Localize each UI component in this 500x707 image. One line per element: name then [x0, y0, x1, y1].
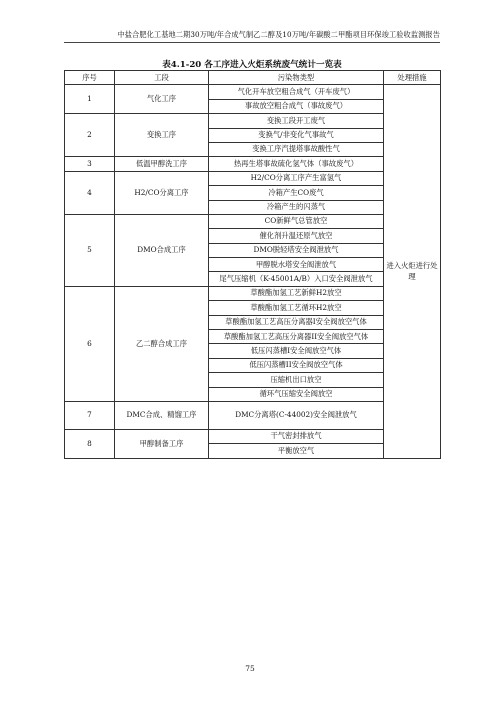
row-source: 变换工段开工废气: [209, 114, 384, 128]
row-source: 冷箱产生的闪蒸气: [209, 200, 384, 214]
row-source: H2/CO分离工序产生富氢气: [209, 171, 384, 185]
row-source: 草酸酯加氢工艺新鲜H2放空: [209, 286, 384, 300]
row-source: 甲醇脱水塔安全阀泄放气: [209, 258, 384, 272]
row-source: 循环气压缩安全阀放空: [209, 387, 384, 401]
row-process: DMC合成、精馏工序: [115, 401, 209, 429]
flare-gas-table: [64, 70, 441, 459]
row-source: 变换气/非变化气事故气: [209, 128, 384, 142]
col-header-process: 工段: [115, 71, 209, 85]
row-no: 4: [65, 171, 115, 214]
row-source: 草酸酯加氢工艺循环H2放空: [209, 301, 384, 315]
row-source: 低压闪蒸槽I安全阀放空气体: [209, 344, 384, 358]
row-no: 7: [65, 401, 115, 429]
row-source: 事故放空粗合成气（事故废气）: [209, 99, 384, 113]
row-source: DMC分离塔(C-44002)安全阀泄放气: [209, 401, 384, 429]
row-source: 草酸酯加氢工艺高压分离器II安全阀放空气体: [209, 330, 384, 344]
row-source: 压缩机出口放空: [209, 373, 384, 387]
row-source: 草酸酯加氢工艺高压分离器I安全阀放空气体: [209, 315, 384, 329]
row-source: 干气密封排放气: [209, 429, 384, 443]
row-process: 气化工序: [115, 85, 209, 114]
row-no: 2: [65, 114, 115, 157]
header-rule: [64, 42, 440, 43]
col-header-no: 序号: [65, 71, 115, 85]
col-header-measure: 处理措施: [384, 71, 441, 85]
row-source: 冷箱产生CO废气: [209, 186, 384, 200]
row-source: CO新鲜气总管放空: [209, 214, 384, 228]
row-no: 6: [65, 286, 115, 401]
row-source: 平衡放空气: [209, 444, 384, 458]
row-process: 乙二醇合成工序: [115, 286, 209, 401]
row-source: 热再生塔事故硫化氢气体（事故废气）: [209, 157, 384, 171]
page-header: 中盐合肥化工基地二期30万吨/年合成气制乙二醇及10万吨/年碳酸二甲酯项目环保竣工验收监测报告: [117, 30, 440, 39]
row-source: DMO脱轻塔安全阀泄放气: [209, 243, 384, 257]
treatment-measure: 进入火炬进行处理: [384, 85, 441, 458]
table-title: 表4.1-20 各工序进入火炬系统废气统计一览表: [162, 60, 342, 70]
row-source: 低压闪蒸槽II安全阀放空气体: [209, 358, 384, 372]
row-process: 变换工序: [115, 114, 209, 157]
row-no: 1: [65, 85, 115, 114]
row-no: 5: [65, 214, 115, 286]
row-no: 8: [65, 429, 115, 458]
row-process: 甲醇制备工序: [115, 429, 209, 458]
row-source: 气化开车放空粗合成气（开车废气）: [209, 85, 384, 99]
col-header-source: 污染物类型: [209, 71, 384, 85]
page-number: 75: [245, 664, 255, 673]
row-source: 催化剂升温还原气放空: [209, 229, 384, 243]
row-no: 3: [65, 157, 115, 171]
row-source: 变换工序汽提塔事故酸性气: [209, 142, 384, 156]
row-source: 尾气压缩机（K-45001A/B）入口安全阀泄放气: [209, 272, 384, 286]
row-process: H2/CO分离工序: [115, 171, 209, 214]
row-process: 低温甲醇洗工序: [115, 157, 209, 171]
row-process: DMO合成工序: [115, 214, 209, 286]
